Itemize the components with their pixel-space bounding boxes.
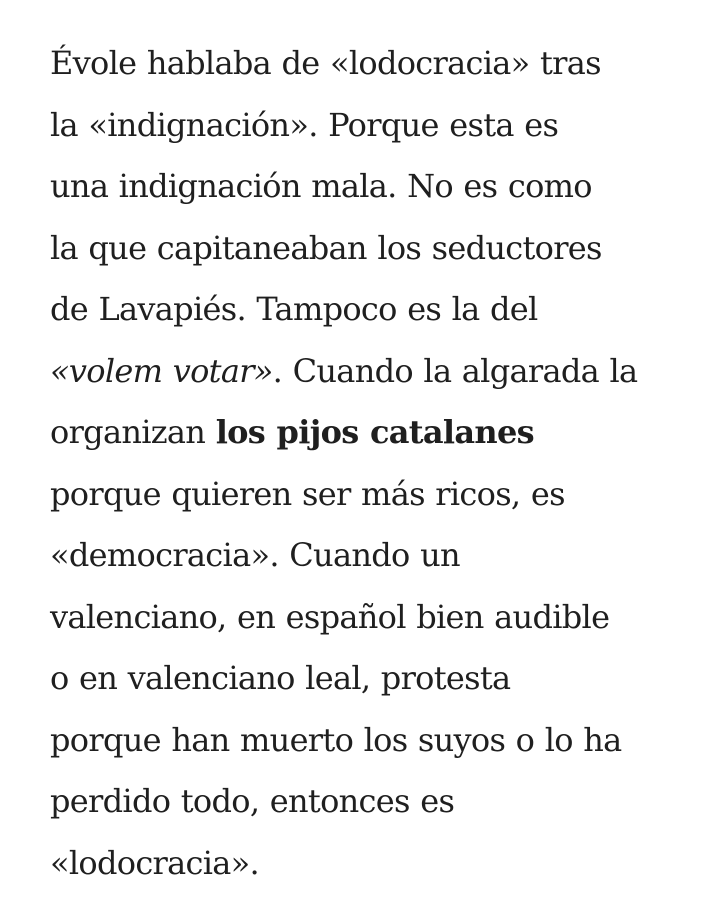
paragraph-line — [50, 771, 690, 833]
text-segment: porque han muerto los suyos o lo ha — [50, 720, 622, 759]
text-segment: «democracia». Cuando un — [50, 536, 460, 574]
paragraph-line — [50, 33, 690, 95]
paragraph-line — [50, 833, 690, 895]
paragraph-line — [50, 648, 690, 710]
text-segment: perdido todo, entonces es — [50, 782, 455, 820]
text-segment: valenciano, en español bien audible — [50, 597, 610, 636]
article-paragraph — [50, 33, 690, 894]
paragraph-line — [50, 95, 690, 157]
text-segment: la «indignación». Porque esta es — [50, 105, 559, 144]
text-segment: o en valenciano leal, protesta — [50, 659, 511, 697]
text-segment: «lodocracia». — [50, 843, 260, 882]
text-segment: una indignación mala. No es como — [50, 167, 592, 205]
paragraph-line — [50, 341, 690, 403]
paragraph-line — [50, 710, 690, 772]
paragraph-line — [50, 218, 690, 280]
text-segment: de Lavapiés. Tampoco es la del — [50, 290, 538, 328]
paragraph-line — [50, 279, 690, 341]
paragraph-line — [50, 402, 690, 464]
paragraph-line — [50, 156, 690, 218]
paragraph-line — [50, 587, 690, 649]
paragraph-line — [50, 525, 690, 587]
text-segment: porque quieren ser más ricos, es — [50, 474, 565, 513]
bold-phrase: los pijos catalanes — [215, 413, 534, 451]
paragraph-line — [50, 464, 690, 526]
text-segment: organizan — [50, 413, 216, 451]
text-segment: Évole hablaba de «lodocracia» tras — [50, 44, 601, 82]
text-segment: . Cuando la algarada la — [272, 351, 638, 390]
text-segment: la que capitaneaban los seductores — [50, 228, 602, 267]
italic-quote: «volem votar» — [50, 351, 273, 390]
